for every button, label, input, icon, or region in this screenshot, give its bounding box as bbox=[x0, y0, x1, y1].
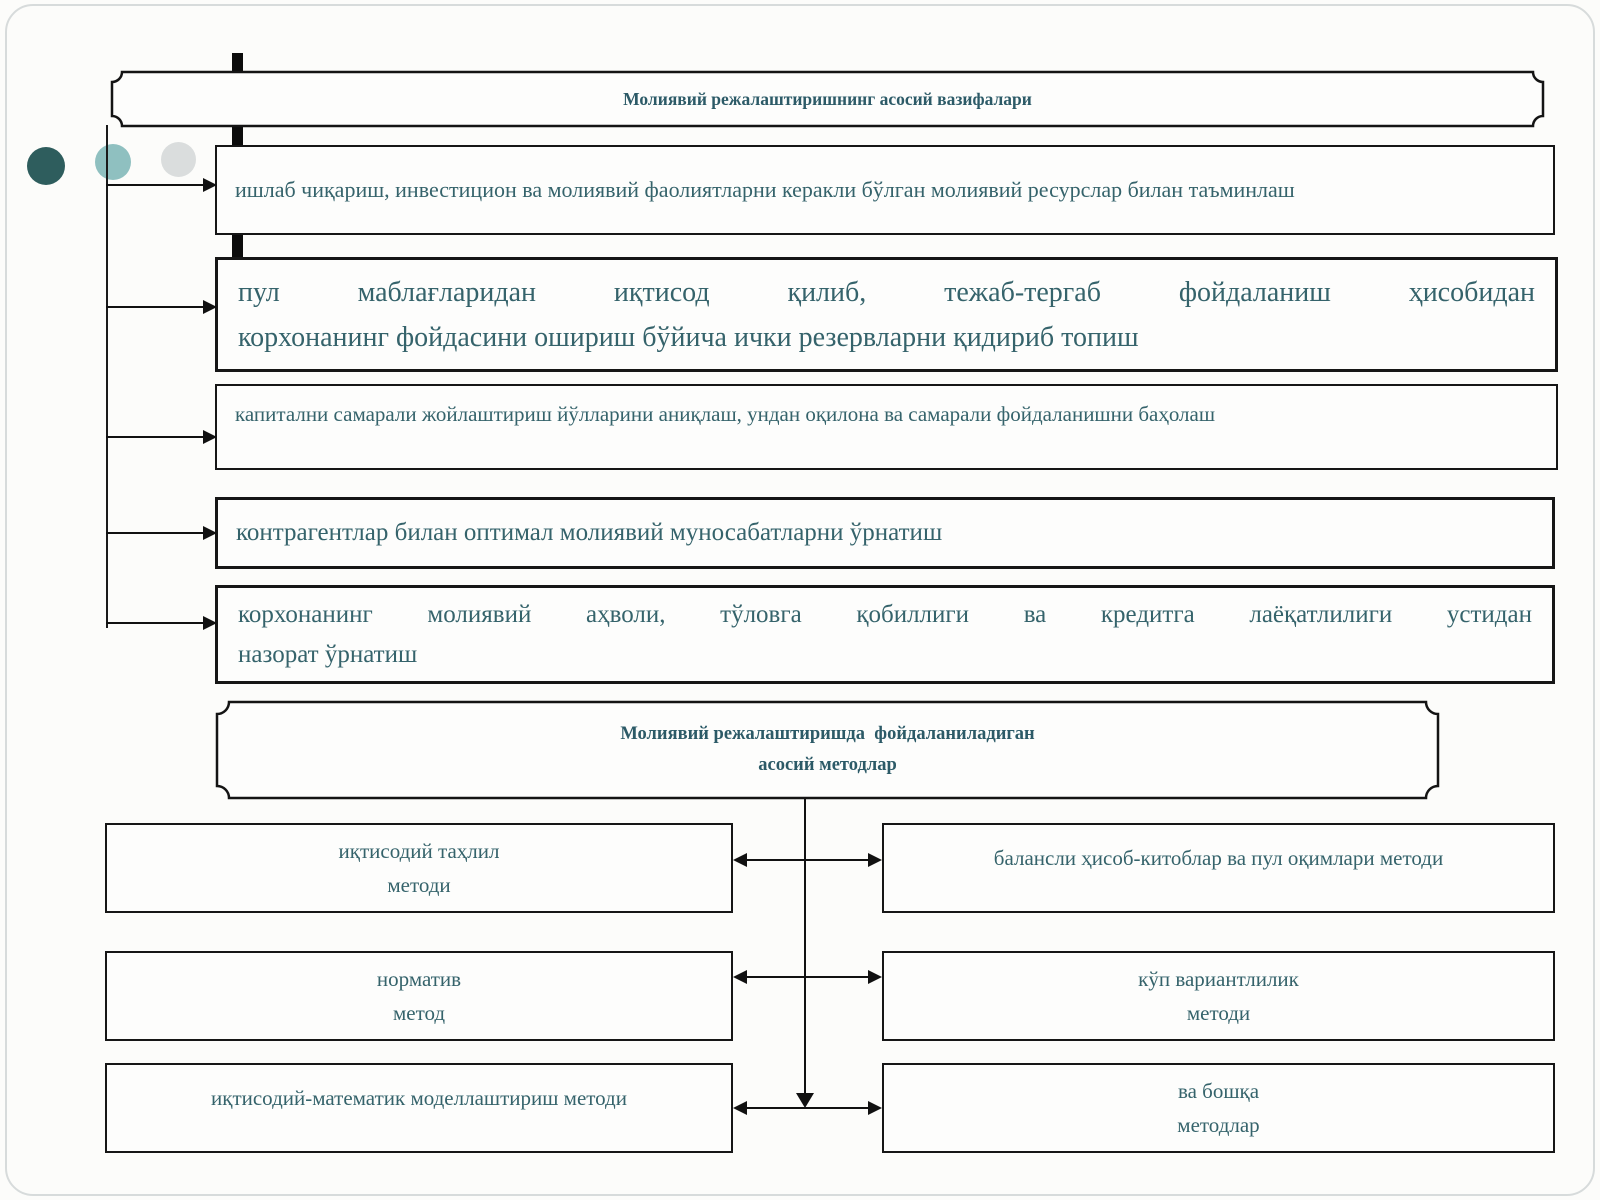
task-text-line-2: корхонанинг фойдасини ошириш бўйича ички резервларни қидириб топиш bbox=[238, 321, 1139, 353]
bullet-circle-dark-icon bbox=[27, 147, 65, 185]
arrow-to-task-1 bbox=[106, 178, 217, 192]
method-text-line-1: норматив bbox=[376, 967, 462, 991]
method-box-balance-calculations bbox=[882, 823, 1555, 913]
method-text-line-2: методи bbox=[387, 873, 451, 897]
left-connector-line bbox=[106, 125, 108, 628]
method-text-line-1: иқтисодий таҳлил bbox=[338, 839, 500, 863]
task-box-counterparty-relations bbox=[215, 497, 1555, 569]
method-text-line-2: методи bbox=[1186, 1001, 1251, 1025]
banner-main-methods bbox=[215, 700, 1440, 800]
banner-main-tasks-title: Молиявий режалаштиришнинг асосий вазифалари bbox=[623, 88, 1032, 109]
method-box-normative bbox=[105, 951, 733, 1041]
method-box-economic-analysis bbox=[105, 823, 733, 913]
center-connector-line bbox=[804, 798, 806, 1096]
banner-methods-title-line-2: асосий методлар bbox=[758, 755, 897, 775]
task-text-line-1: пул маблағларидан иқтисод қилиб, тежаб-тергаб фойдаланиш ҳисобидан bbox=[238, 276, 1535, 308]
method-text: балансли ҳисоб-китоблар ва пул оқимлари методи bbox=[993, 846, 1444, 870]
double-arrow-row-1 bbox=[733, 853, 882, 867]
task-text-line-1: корхонанинг молиявий аҳволи, тўловга қобиллиги ва кредитга лаёқатлилиги устидан bbox=[238, 600, 1532, 628]
method-text: иқтисодий-математик моделлаштириш методи bbox=[211, 1086, 627, 1110]
method-text-line-2: метод bbox=[392, 1001, 446, 1025]
arrow-to-task-3 bbox=[106, 430, 217, 444]
task-box-internal-reserves bbox=[215, 257, 1558, 372]
method-text-line-1: ва бошқа bbox=[1177, 1079, 1260, 1103]
task-text: ишлаб чиқариш, инвестицион ва молиявий фаолиятларни керакли бўлган молиявий ресурслар билан таъминлаш bbox=[235, 177, 1295, 202]
task-text-line-2: назорат ўрнатиш bbox=[238, 640, 418, 668]
method-box-multivariant bbox=[882, 951, 1555, 1041]
arrow-to-task-5 bbox=[106, 616, 217, 630]
task-text: контрагентлар билан оптимал молиявий муносабатларни ўрнатиш bbox=[236, 519, 943, 546]
bullet-circle-gray-icon bbox=[161, 142, 196, 177]
bullet-circle-teal-icon bbox=[95, 144, 131, 180]
arrow-to-task-4 bbox=[106, 526, 217, 540]
method-text-line-1: кўп вариантлилик bbox=[1138, 967, 1299, 991]
banner-methods-title-line-1: Молиявий режалаштиришда фойдаланиладиган bbox=[620, 724, 1035, 744]
double-arrow-row-2 bbox=[733, 970, 882, 984]
task-box-financial-control bbox=[215, 585, 1555, 684]
method-text-line-2: методлар bbox=[1177, 1113, 1260, 1137]
double-arrow-row-3 bbox=[733, 1101, 882, 1115]
task-box-capital-allocation bbox=[215, 384, 1558, 470]
task-text: капитални самарали жойлаштириш йўлларини аниқлаш, ундан оқилона ва самарали фойдаланишни баҳолаш bbox=[235, 402, 1216, 426]
arrow-to-task-2 bbox=[106, 300, 217, 314]
task-box-resources bbox=[215, 145, 1555, 235]
banner-main-tasks bbox=[110, 70, 1545, 128]
method-box-other-methods bbox=[882, 1063, 1555, 1153]
method-box-economic-mathematical bbox=[105, 1063, 733, 1153]
